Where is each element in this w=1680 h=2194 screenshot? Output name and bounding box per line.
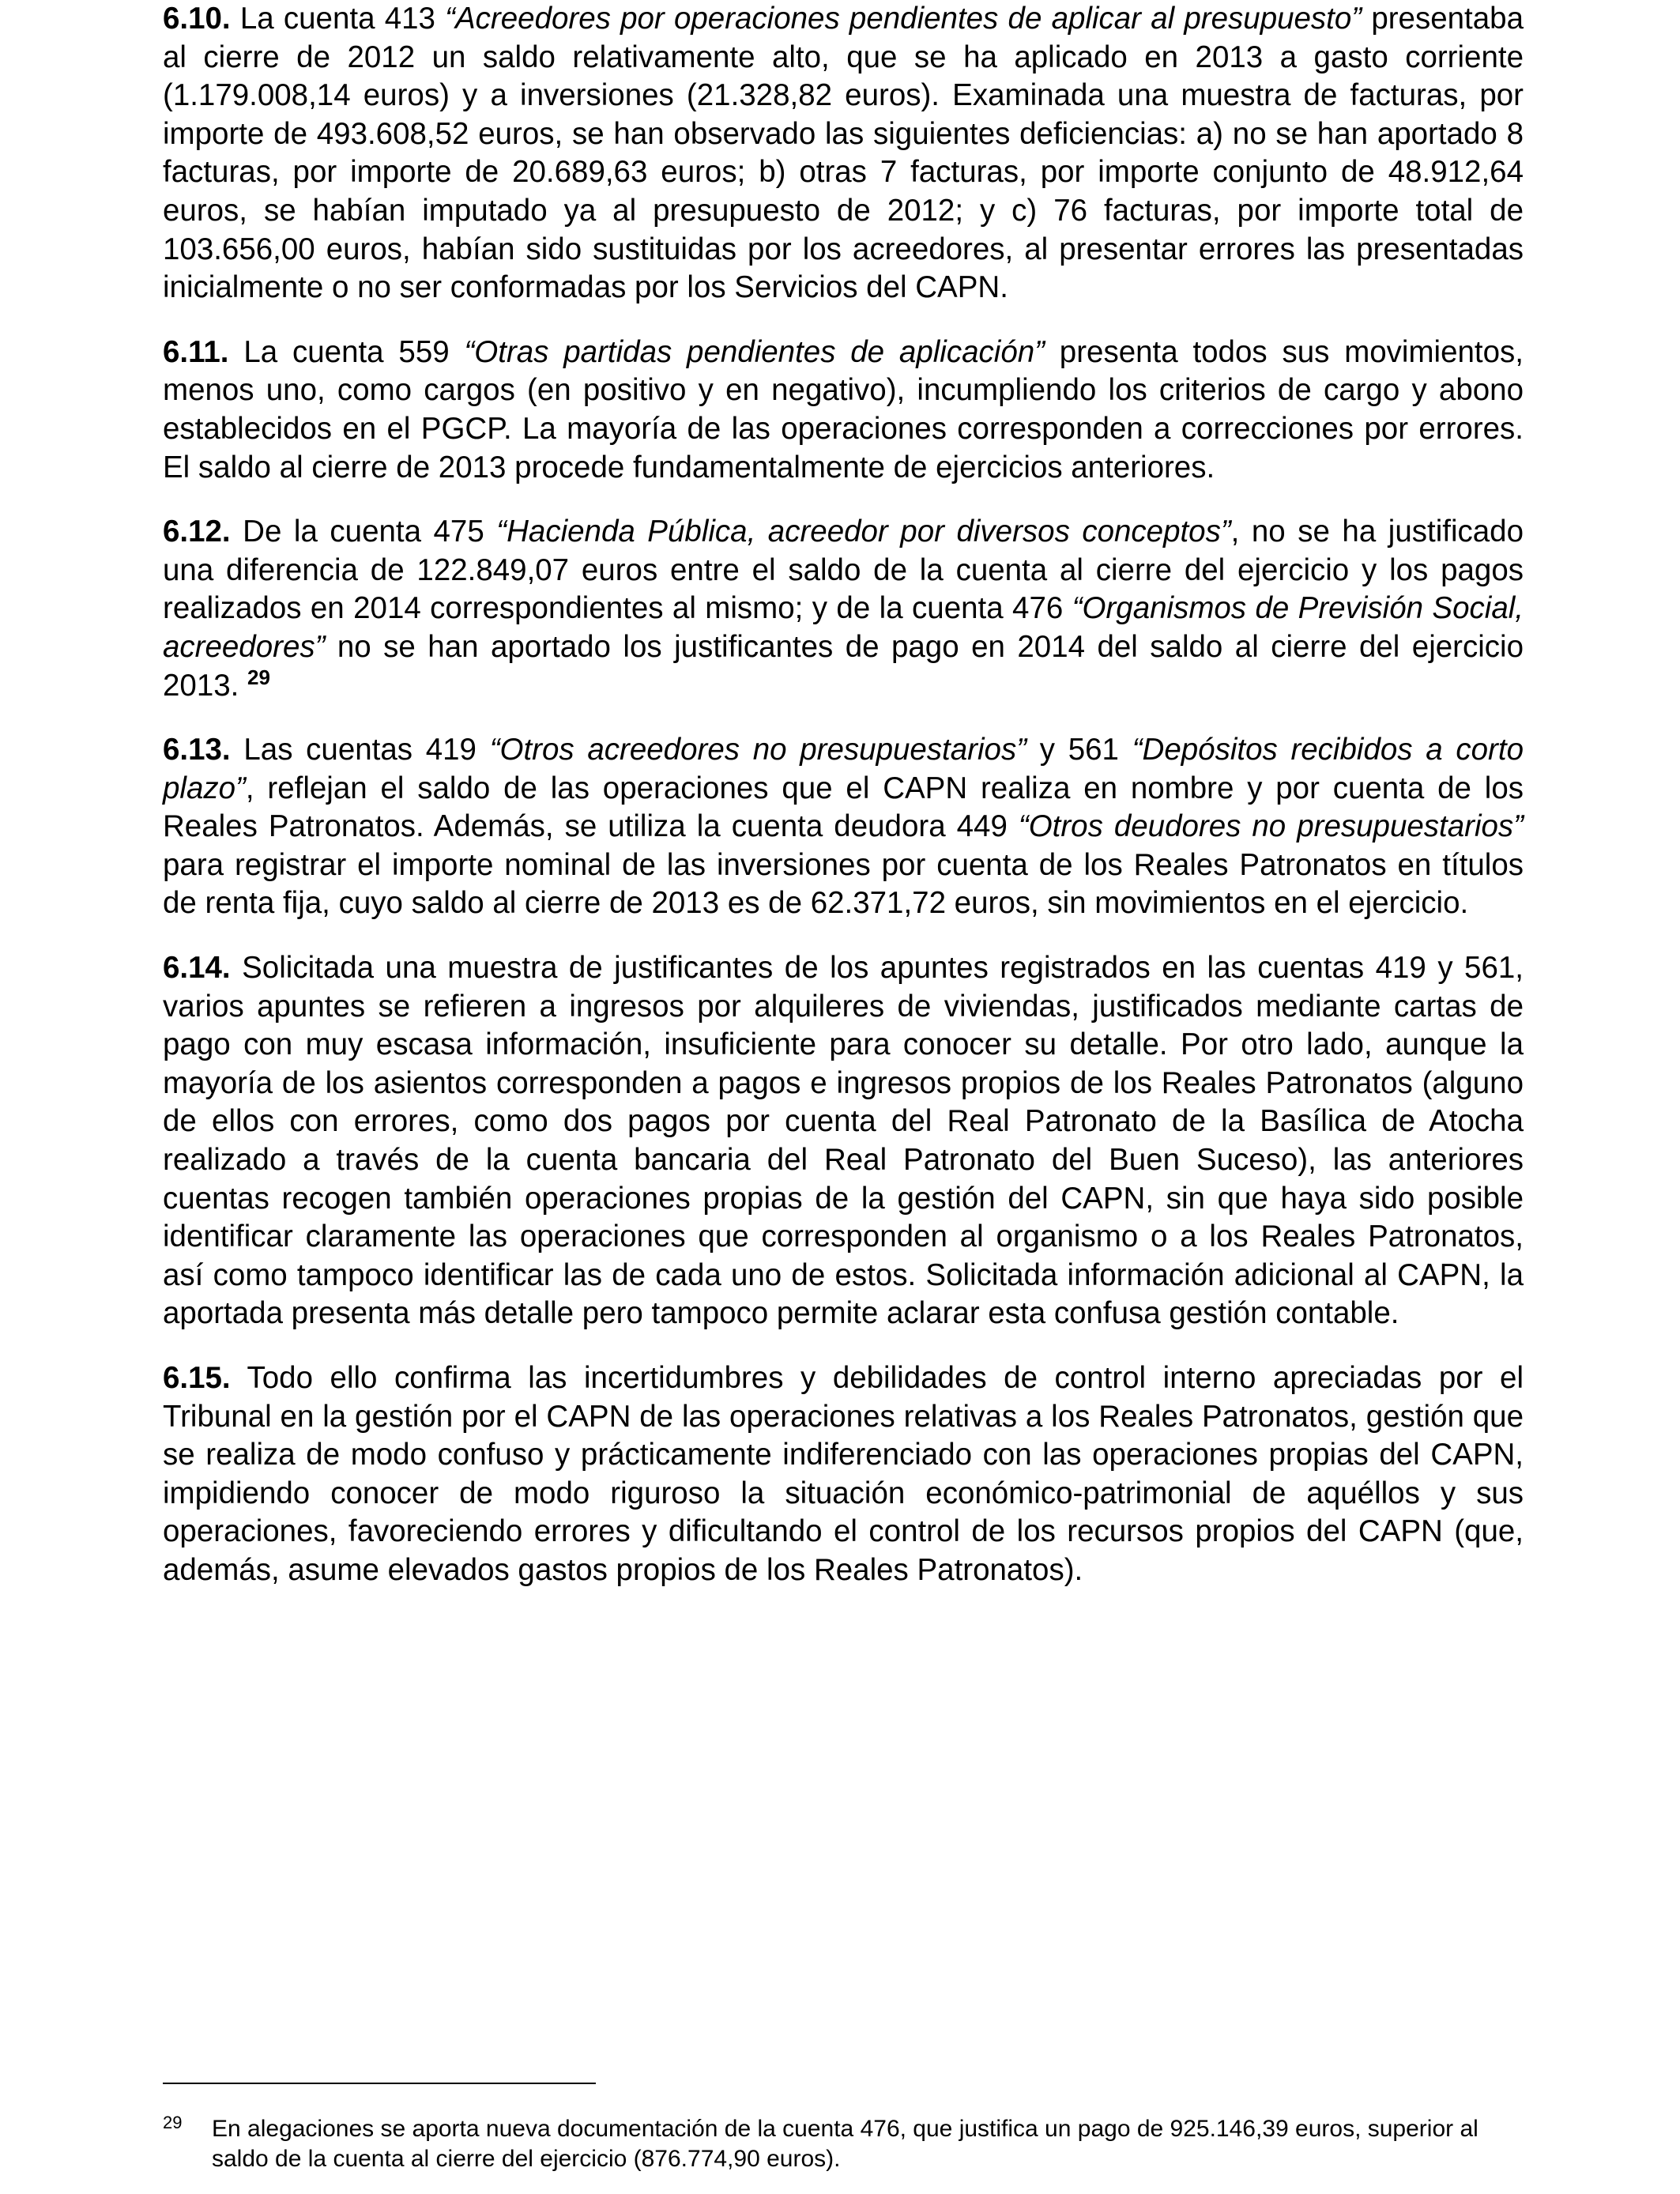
footnote-separator xyxy=(163,2083,596,2084)
paragraph-text: Todo ello confirma las incertidumbres y debilidades de control interno apreciadas por el Tribunal en la gestión por el CAPN de las operaciones relativas a los Reales Patronatos, gestión que se realiza de modo confuso y prácticamente indiferenciado con las operaciones propias del CAPN, impidiendo conocer de modo riguroso la situación económico-patrimonial de aquéllos y sus operaciones, favoreciendo errores y dificultando el control de los recursos propios del CAPN (que, además, asume elevados gastos propios de los Reales Patronatos). xyxy=(163,1361,1524,1587)
footnote-number: 29 xyxy=(163,2113,183,2132)
paragraph-text: De la cuenta 475 xyxy=(230,515,497,549)
paragraph-number: 6.12. xyxy=(163,515,231,549)
paragraph-6-13 xyxy=(163,731,1524,923)
account-name: “Acreedores por operaciones pendientes de aplicar al presupuesto” xyxy=(445,2,1362,36)
paragraph-text: La cuenta 559 xyxy=(228,334,465,369)
account-name: “Otros acreedores no presupuestarios” xyxy=(489,733,1027,767)
account-name: “Otras partidas pendientes de aplicación” xyxy=(464,334,1045,369)
paragraph-text: presenta todos sus movimientos, menos uno, como cargos (en positivo y en negativo), incumpliendo los criterios de cargo y abono establecidos en el PGCP. La mayoría de las operaciones corresponden a correcciones por errores. El saldo al cierre de 2013 procede fundamentalmente de ejercicios anteriores. xyxy=(163,334,1524,484)
paragraph-number: 6.11. xyxy=(163,334,229,369)
paragraph-number: 6.13. xyxy=(163,733,231,767)
paragraph-6-12 xyxy=(163,513,1524,705)
paragraph-text: para registrar el importe nominal de las inversiones por cuenta de los Reales Patronatos en títulos de renta fija, cuyo saldo al cierre de 2013 es de 62.371,72 euros, sin movimientos en el ejercicio. xyxy=(163,847,1524,921)
paragraph-text: presentaba al cierre de 2012 un saldo relativamente alto, que se ha aplicado en 2013 a gasto corriente (1.179.008,14 euros) y a inversiones (21.328,82 euros). Examinada una muestra de facturas, por importe de 493.608,52 euros, se han observado las siguientes deficiencias: a) no se han aportado 8 facturas, por importe de 20.689,63 euros; b) otras 7 facturas, por importe conjunto de 48.912,64 euros, se habían imputado ya al presupuesto de 2012; y c) 76 facturas, por importe total de 103.656,00 euros, habían sido sustituidas por los acreedores, al presentar errores las presentadas inicialmente o no ser conformadas por los Servicios del CAPN. xyxy=(163,2,1524,305)
paragraph-6-14 xyxy=(163,949,1524,1333)
paragraph-text: no se han aportado los justificantes de pago en 2014 del saldo al cierre del ejercicio 2013. xyxy=(163,629,1524,703)
paragraph-number: 6.10. xyxy=(163,2,231,36)
paragraph-text: Las cuentas 419 xyxy=(230,733,490,767)
footnote-reference[interactable]: 29 xyxy=(247,665,270,689)
account-name: “Organismos de Previsión Social, acreedores” xyxy=(163,591,1524,664)
paragraph-text: y 561 xyxy=(1026,733,1132,767)
paragraph-6-15 xyxy=(163,1359,1524,1590)
account-name: “Hacienda Pública, acreedor por diversos conceptos” xyxy=(496,515,1231,549)
paragraph-text: , no se ha justificado una diferencia de 122.849,07 euros entre el saldo de la cuenta al cierre del ejercicio y los pagos realizados en 2014 correspondientes al mismo; y de la cuenta 476 xyxy=(163,515,1524,626)
paragraph-number: 6.15. xyxy=(163,1361,231,1395)
paragraph-text: Solicitada una muestra de justificantes de los apuntes registrados en las cuentas 419 y 561, varios apuntes se refieren a ingresos por alquileres de viviendas, justificados mediante cartas de pago con muy escasa información, insuficiente para conocer su detalle. Por otro lado, aunque la mayoría de los asientos corresponden a pagos e ingresos propios de los Reales Patronatos (alguno de ellos con errores, como dos pagos por cuenta del Real Patronato de la Basílica de Atocha realizado a través de la cuenta bancaria del Real Patronato del Buen Suceso), las anteriores cuentas recogen también operaciones propias de la gestión del CAPN, sin que haya sido posible identificar claramente las operaciones que corresponden al organismo o a los Reales Patronatos, así como tampoco identificar las de cada uno de estos. Solicitada información adicional al CAPN, la aportada presenta más detalle pero tampoco permite aclarar esta confusa gestión contable. xyxy=(163,951,1524,1331)
document-body xyxy=(163,0,1524,1616)
paragraph-text: La cuenta 413 xyxy=(230,2,446,36)
footnote xyxy=(163,2114,1524,2174)
account-name: “Otros deudores no presupuestarios” xyxy=(1018,809,1524,844)
paragraph-number: 6.14. xyxy=(163,951,231,986)
paragraph-6-11 xyxy=(163,334,1524,487)
paragraph-6-10 xyxy=(163,0,1524,307)
paragraph-text: , reflejan el saldo de las operaciones que el CAPN realiza en nombre y por cuenta de los Reales Patronatos. Además, se utiliza la cuenta deudora 449 xyxy=(163,771,1524,844)
account-name: “Depósitos recibidos a corto plazo” xyxy=(163,733,1524,805)
footnote-text: En alegaciones se aporta nueva documentación de la cuenta 476, que justifica un pago de 925.146,39 euros, superior al saldo de la cuenta al cierre del ejercicio (876.774,90 euros). xyxy=(212,2116,1478,2172)
